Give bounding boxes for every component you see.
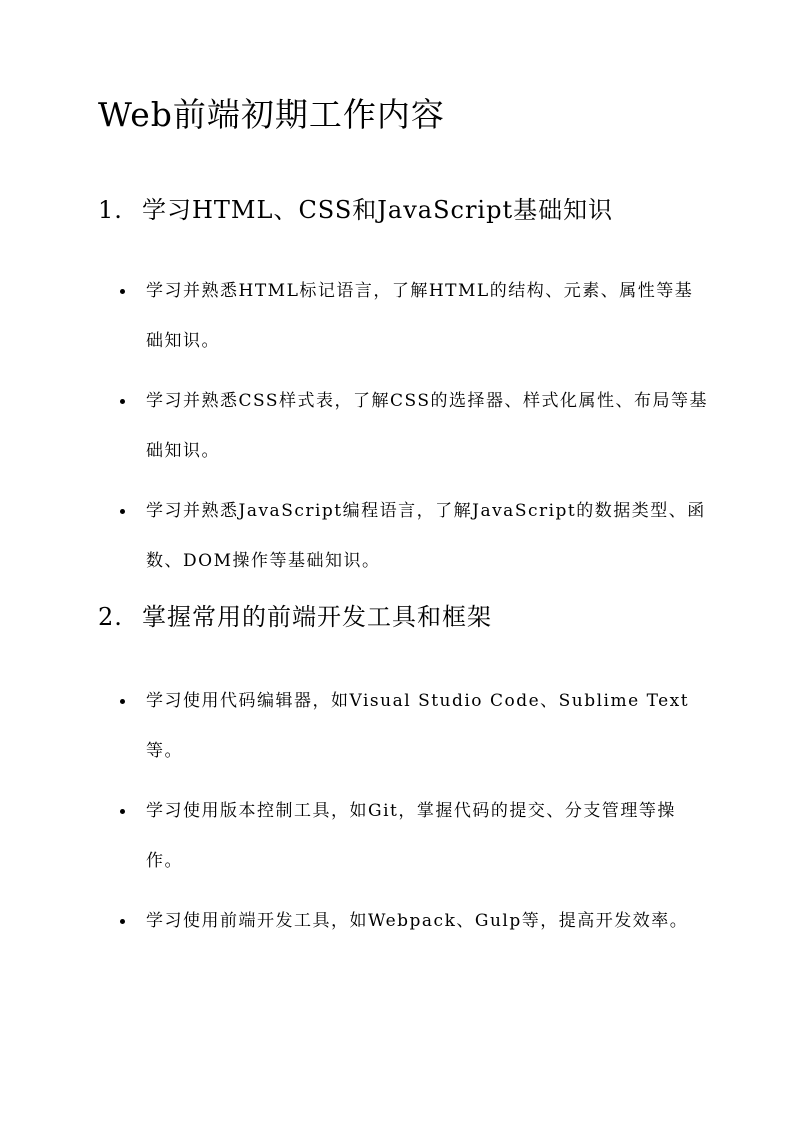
section-2-list [120, 676, 710, 956]
section-number-2: 2. [98, 603, 123, 631]
list-item-text: 学习并熟悉JavaScript编程语言，了解JavaScript的数据类型、函数、DOM操作等基础知识。 [146, 501, 706, 571]
list-item [120, 486, 710, 586]
section-title-1: 学习HTML、CSS和JavaScript基础知识 [142, 196, 614, 224]
list-item-text: 学习使用代码编辑器，如Visual Studio Code、Sublime Text等。 [146, 691, 690, 761]
section-heading-1 [98, 196, 613, 225]
list-item [120, 376, 710, 476]
list-item [120, 676, 710, 776]
list-item [120, 786, 710, 886]
bullet-dot-icon [120, 919, 125, 924]
section-title-2: 掌握常用的前端开发工具和框架 [142, 603, 492, 631]
document-title: Web前端初期工作内容 [98, 95, 445, 134]
list-item-text: 学习并熟悉CSS样式表，了解CSS的选择器、样式化属性、布局等基础知识。 [146, 391, 708, 461]
section-heading-2 [98, 603, 492, 632]
list-item [120, 266, 710, 366]
bullet-dot-icon [120, 509, 125, 514]
bullet-dot-icon [120, 809, 125, 814]
list-item [120, 896, 710, 946]
section-number-1: 1. [98, 196, 123, 224]
list-item-text: 学习使用前端开发工具，如Webpack、Gulp等，提高开发效率。 [146, 911, 689, 931]
list-item-text: 学习并熟悉HTML标记语言，了解HTML的结构、元素、属性等基础知识。 [146, 281, 694, 351]
section-1-list [120, 266, 710, 596]
bullet-dot-icon [120, 399, 125, 404]
list-item-text: 学习使用版本控制工具，如Git，掌握代码的提交、分支管理等操作。 [146, 801, 676, 871]
bullet-dot-icon [120, 699, 125, 704]
bullet-dot-icon [120, 289, 125, 294]
